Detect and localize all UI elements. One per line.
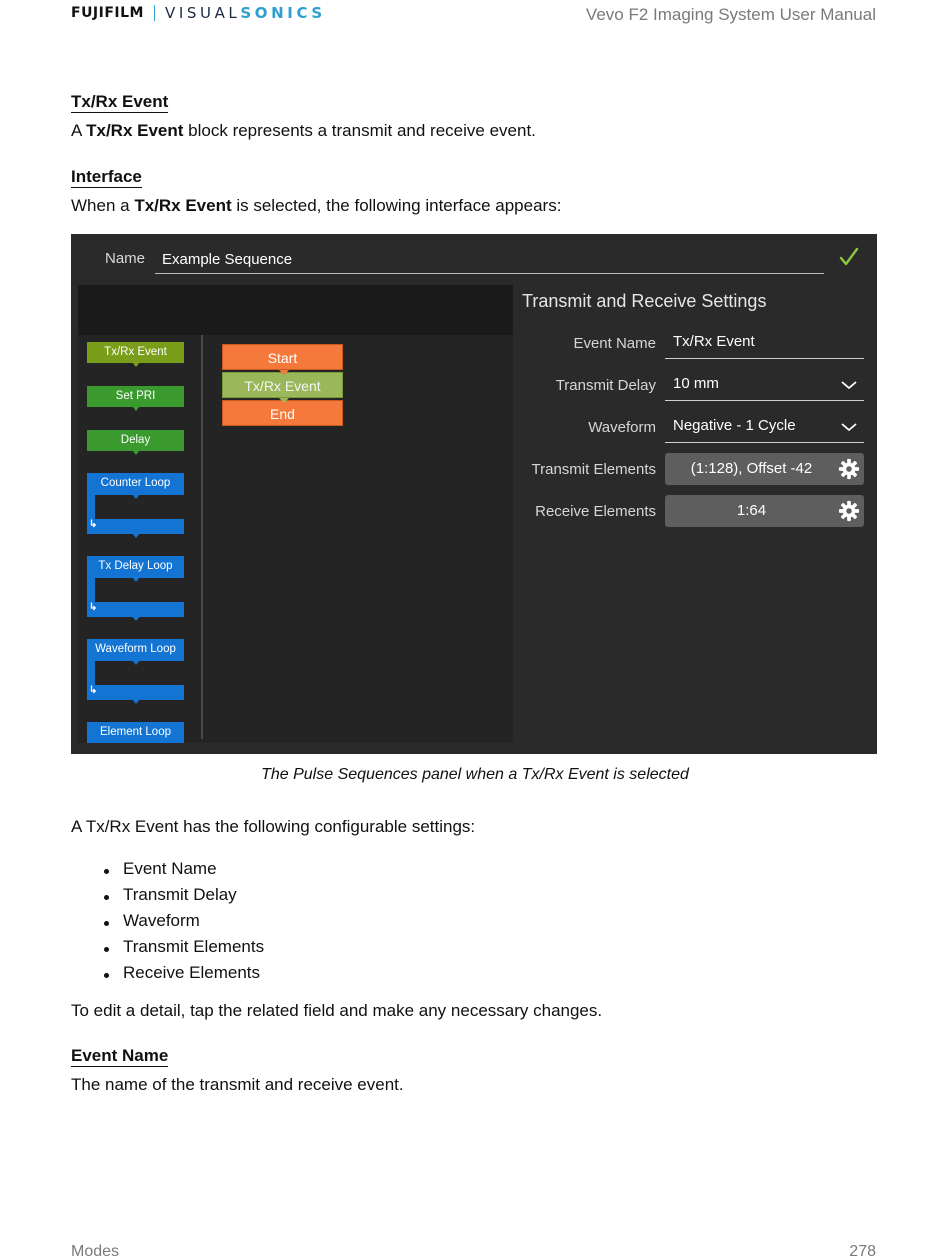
list-item: Transmit Elements [100, 934, 264, 960]
block-palette: Tx/Rx Event Set PRI Delay Counter Loop ↳ Tx Delay Loop ↳ Waveform Loop ↳ Element Loop [78, 335, 202, 743]
section-heading-txrx-event: Tx/Rx Event [71, 92, 169, 111]
list-item: Transmit Delay [100, 882, 264, 908]
event-name-description: The name of the transmit and receive event. [71, 1075, 404, 1094]
loop-return-icon: ↳ [89, 519, 98, 530]
settings-intro: A Tx/Rx Event has the following configurable settings: [71, 817, 476, 836]
sequence-end-block[interactable]: End [222, 400, 343, 426]
seq-notch [279, 370, 289, 375]
chevron-down-icon [840, 421, 858, 433]
settings-list [100, 856, 264, 986]
fujifilm-visualsonics-logo [71, 4, 326, 22]
section-heading-interface: Interface [71, 167, 142, 186]
settings-panel-title: Transmit and Receive Settings [522, 291, 767, 311]
list-item: Receive Elements [100, 960, 264, 986]
event-name-input[interactable]: Tx/Rx Event [665, 327, 864, 359]
interface-description: When a Tx/Rx Event is selected, the following interface appears: [71, 196, 562, 215]
figure-caption: The Pulse Sequences panel when a Tx/Rx Event is selected [261, 766, 689, 783]
seq-notch [279, 398, 289, 403]
section-heading-event-name: Event Name [71, 1046, 169, 1065]
list-item: Waveform [100, 908, 264, 934]
gear-icon[interactable] [838, 500, 860, 522]
palette-element-loop[interactable]: Element Loop [87, 722, 184, 743]
confirm-check-icon[interactable] [836, 244, 862, 270]
receive-elements-label: Receive Elements [535, 503, 656, 520]
page-number: 278 [849, 1243, 876, 1260]
transmit-delay-select[interactable]: 10 mm [665, 369, 864, 401]
sequence-txrx-event-block[interactable]: Tx/Rx Event [222, 372, 343, 398]
name-label: Name [105, 250, 146, 267]
loop-return-icon: ↳ [89, 602, 98, 613]
sequence-name-input[interactable]: Example Sequence [155, 246, 824, 274]
logo-visualsonics: VISUALSONICS [164, 4, 326, 22]
sequence-preview-bar [78, 285, 513, 335]
transmit-elements-label: Transmit Elements [531, 461, 656, 478]
pulse-sequences-panel [71, 234, 877, 754]
list-item: Event Name [100, 856, 264, 882]
event-name-label: Event Name [573, 335, 656, 352]
manual-title: Vevo F2 Imaging System User Manual [585, 5, 876, 24]
waveform-select[interactable]: Negative - 1 Cycle [665, 411, 864, 443]
sequence-start-block[interactable]: Start [222, 344, 343, 370]
logo-fujifilm: FUJIFILM [71, 5, 144, 21]
logo-divider [154, 5, 155, 21]
footer-section: Modes [71, 1243, 120, 1260]
edit-instruction: To edit a detail, tap the related field and make any necessary changes. [71, 1001, 603, 1020]
transmit-elements-button[interactable]: (1:128), Offset -42 [665, 453, 864, 485]
loop-return-icon: ↳ [89, 685, 98, 696]
palette-set-pri[interactable]: Set PRI [87, 386, 184, 407]
palette-txrx-event[interactable]: Tx/Rx Event [87, 342, 184, 363]
waveform-label: Waveform [588, 419, 656, 436]
receive-elements-button[interactable]: 1:64 [665, 495, 864, 527]
chevron-down-icon [840, 379, 858, 391]
transmit-delay-label: Transmit Delay [555, 377, 656, 394]
gear-icon[interactable] [838, 458, 860, 480]
palette-delay[interactable]: Delay [87, 430, 184, 451]
txrx-description: A Tx/Rx Event block represents a transmit and receive event. [71, 121, 536, 140]
